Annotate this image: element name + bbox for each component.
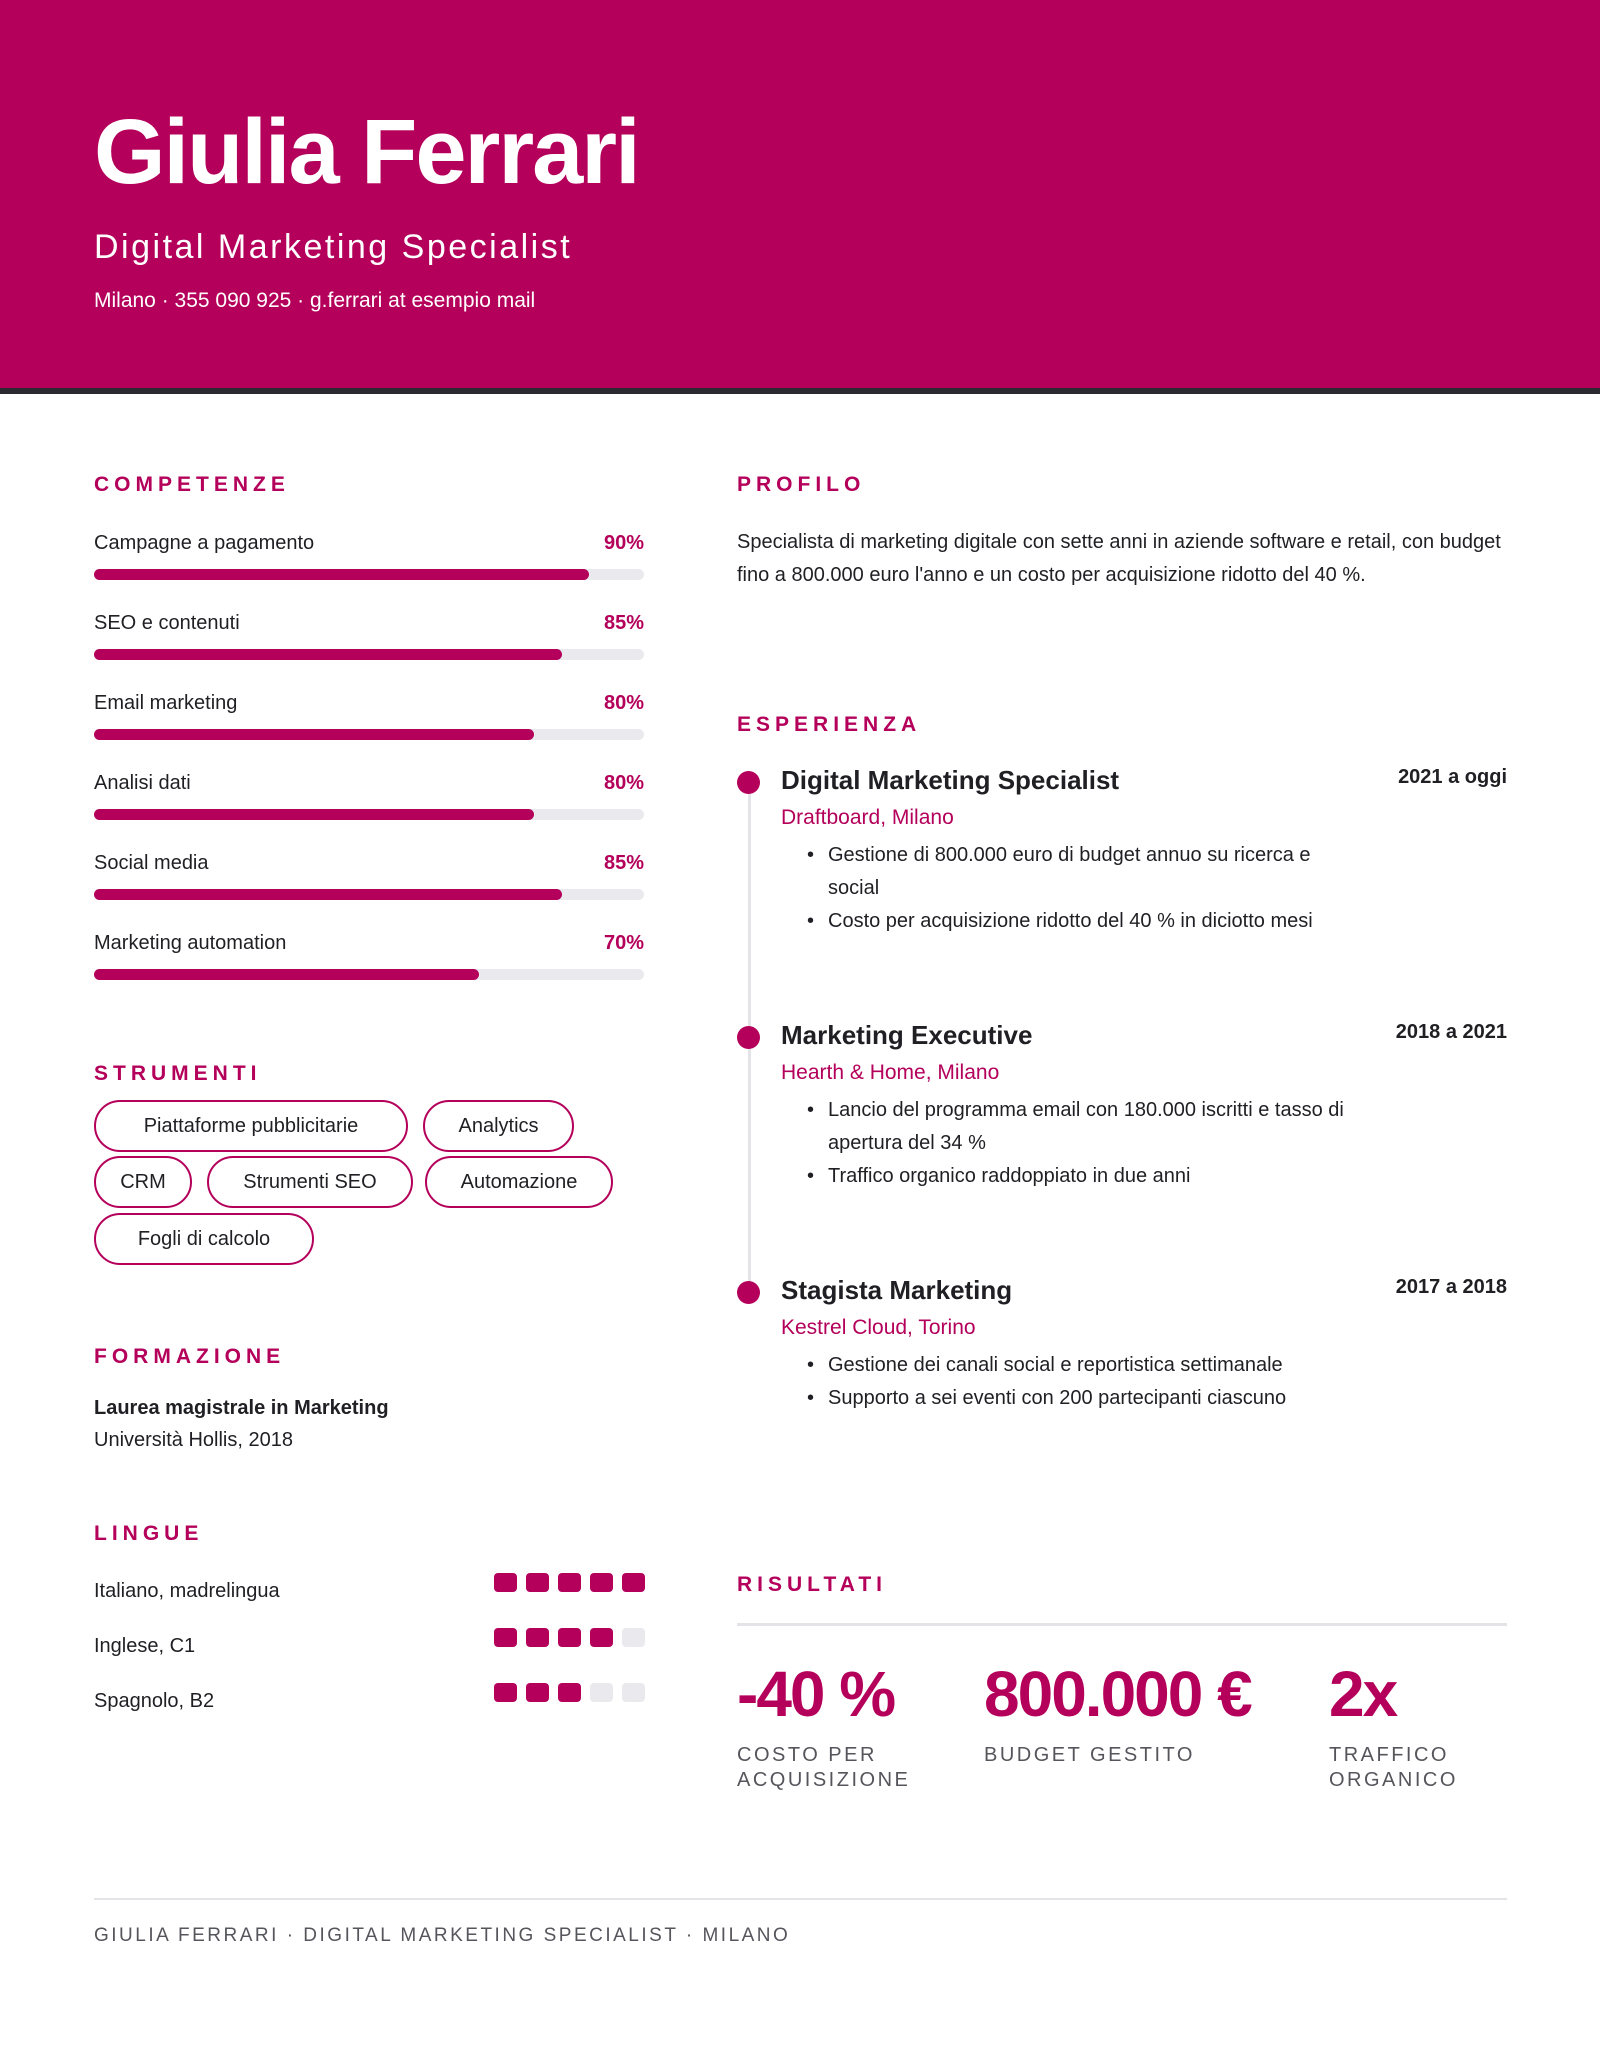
level-square-filled (526, 1573, 549, 1592)
skill-percent: 80% (603, 772, 644, 794)
skill-label: Social media (94, 852, 209, 874)
job-title: Stagista Marketing (781, 1275, 1013, 1305)
language-level (494, 1683, 645, 1702)
stat-label-line: COSTO PER (737, 1744, 877, 1766)
job-bullet: • Lancio del programma email con 180.000 iscritti e tasso di apertura del 34 % (828, 1094, 1348, 1160)
tool-tag: Fogli di calcolo (94, 1213, 314, 1265)
skill-percent: 80% (603, 692, 644, 714)
job-bullet: • Gestione di 800.000 euro di budget annuo su ricerca e social (828, 839, 1348, 905)
skill-percent: 85% (603, 612, 644, 634)
skill-item (94, 853, 644, 900)
skill-bar-fill (94, 649, 562, 660)
skill-bar-track (94, 569, 644, 580)
skill-label: Marketing automation (94, 932, 287, 954)
education-title: FORMAZIONE (94, 1345, 286, 1368)
stat-value: 2x (1329, 1658, 1397, 1730)
stat-label-line: TRAFFICO (1329, 1744, 1449, 1766)
timeline-dot (737, 1281, 760, 1304)
skill-bar-fill (94, 969, 479, 980)
skill-bar-fill (94, 569, 589, 580)
job-bullet: • Traffico organico raddoppiato in due anni (828, 1160, 1348, 1193)
skill-percent: 85% (603, 852, 644, 874)
tool-tag: Piattaforme pubblicitarie (94, 1100, 408, 1152)
level-square-empty (622, 1628, 645, 1647)
languages-title: LINGUE (94, 1522, 204, 1545)
skill-percent: 70% (603, 932, 644, 954)
stat-label (737, 1743, 910, 1793)
timeline-dot (737, 1026, 760, 1049)
timeline-dot (737, 771, 760, 794)
skill-item (94, 693, 644, 740)
tools-title: STRUMENTI (94, 1062, 262, 1085)
job-date: 2018 a 2021 (1395, 1021, 1507, 1043)
tool-tag: Strumenti SEO (207, 1156, 413, 1208)
level-square-filled (558, 1683, 581, 1702)
job-bullets (828, 1349, 1348, 1415)
skills-title: COMPETENZE (94, 473, 290, 496)
job-date: 2021 a oggi (1398, 766, 1507, 788)
candidate-role: Digital Marketing Specialist (94, 228, 573, 266)
job-bullets (828, 1094, 1348, 1193)
language-level (494, 1628, 645, 1647)
job-title: Digital Marketing Specialist (781, 765, 1120, 795)
language-item: Inglese, C1 (94, 1635, 196, 1657)
footer-text: GIULIA FERRARI · DIGITAL MARKETING SPECIALIST · MILANO (94, 1925, 791, 1946)
level-square-filled (526, 1683, 549, 1702)
language-item: Italiano, madrelingua (94, 1580, 280, 1602)
stat-label-line: ORGANICO (1329, 1769, 1458, 1791)
job-bullet: • Gestione dei canali social e reportistica settimanale (828, 1349, 1348, 1382)
skill-bar-track (94, 969, 644, 980)
job-company: Kestrel Cloud, Torino (781, 1316, 976, 1339)
job-bullets (828, 839, 1348, 938)
resume-header (0, 0, 1600, 394)
level-square-empty (622, 1683, 645, 1702)
skill-item (94, 933, 644, 980)
stat-value: -40 % (737, 1658, 895, 1730)
job-company: Draftboard, Milano (781, 806, 954, 829)
level-square-filled (590, 1628, 613, 1647)
skill-label: Analisi dati (94, 772, 191, 794)
level-square-filled (622, 1573, 645, 1592)
stat-label-line: BUDGET GESTITO (984, 1744, 1195, 1766)
stat-label-line: ACQUISIZIONE (737, 1769, 911, 1791)
language-level (494, 1573, 645, 1592)
profile-summary: Specialista di marketing digitale con sette anni in aziende software e retail, con budget fino a 800.000 euro l'anno e un costo per acquisizione ridotto del 40 %. (737, 531, 1501, 586)
education-school: Università Hollis, 2018 (94, 1429, 293, 1451)
job-company: Hearth & Home, Milano (781, 1061, 1000, 1084)
level-square-filled (590, 1573, 613, 1592)
job-bullet: • Costo per acquisizione ridotto del 40 % in diciotto mesi (828, 905, 1348, 938)
skill-item (94, 773, 644, 820)
stat-value: 800.000 € (984, 1658, 1251, 1730)
tool-tag: Analytics (423, 1100, 574, 1152)
profile-title: PROFILO (737, 473, 866, 496)
contact-line: Milano · 355 090 925 · g.ferrari at esempio mail (94, 289, 536, 312)
footer-divider (94, 1898, 1507, 1900)
level-square-filled (494, 1628, 517, 1647)
level-square-empty (590, 1683, 613, 1702)
tool-tag: CRM (94, 1156, 192, 1208)
skill-label: SEO e contenuti (94, 612, 240, 634)
job-date: 2017 a 2018 (1395, 1276, 1507, 1298)
skill-bar-fill (94, 889, 562, 900)
experience-title: ESPERIENZA (737, 713, 922, 736)
level-square-filled (494, 1573, 517, 1592)
level-square-filled (558, 1573, 581, 1592)
skill-bar-track (94, 729, 644, 740)
level-square-filled (526, 1628, 549, 1647)
skill-bar-track (94, 809, 644, 820)
skill-percent: 90% (603, 532, 644, 554)
results-title: RISULTATI (737, 1573, 887, 1596)
skill-bar-fill (94, 809, 534, 820)
skill-bar-fill (94, 729, 534, 740)
tool-tag: Automazione (425, 1156, 613, 1208)
language-item: Spagnolo, B2 (94, 1690, 215, 1712)
level-square-filled (494, 1683, 517, 1702)
job-title: Marketing Executive (781, 1020, 1033, 1050)
skill-label: Campagne a pagamento (94, 532, 315, 554)
level-square-filled (558, 1628, 581, 1647)
skill-bar-track (94, 889, 644, 900)
skill-bar-track (94, 649, 644, 660)
job-bullet: • Supporto a sei eventi con 200 partecipanti ciascuno (828, 1382, 1348, 1415)
education-degree: Laurea magistrale in Marketing (94, 1397, 389, 1419)
stat-label (984, 1743, 1195, 1768)
results-divider (737, 1623, 1507, 1626)
skill-item (94, 613, 644, 660)
stat-label (1329, 1743, 1458, 1793)
skill-label: Email marketing (94, 692, 238, 714)
skill-item (94, 533, 644, 580)
candidate-name: Giulia Ferrari (94, 101, 639, 203)
